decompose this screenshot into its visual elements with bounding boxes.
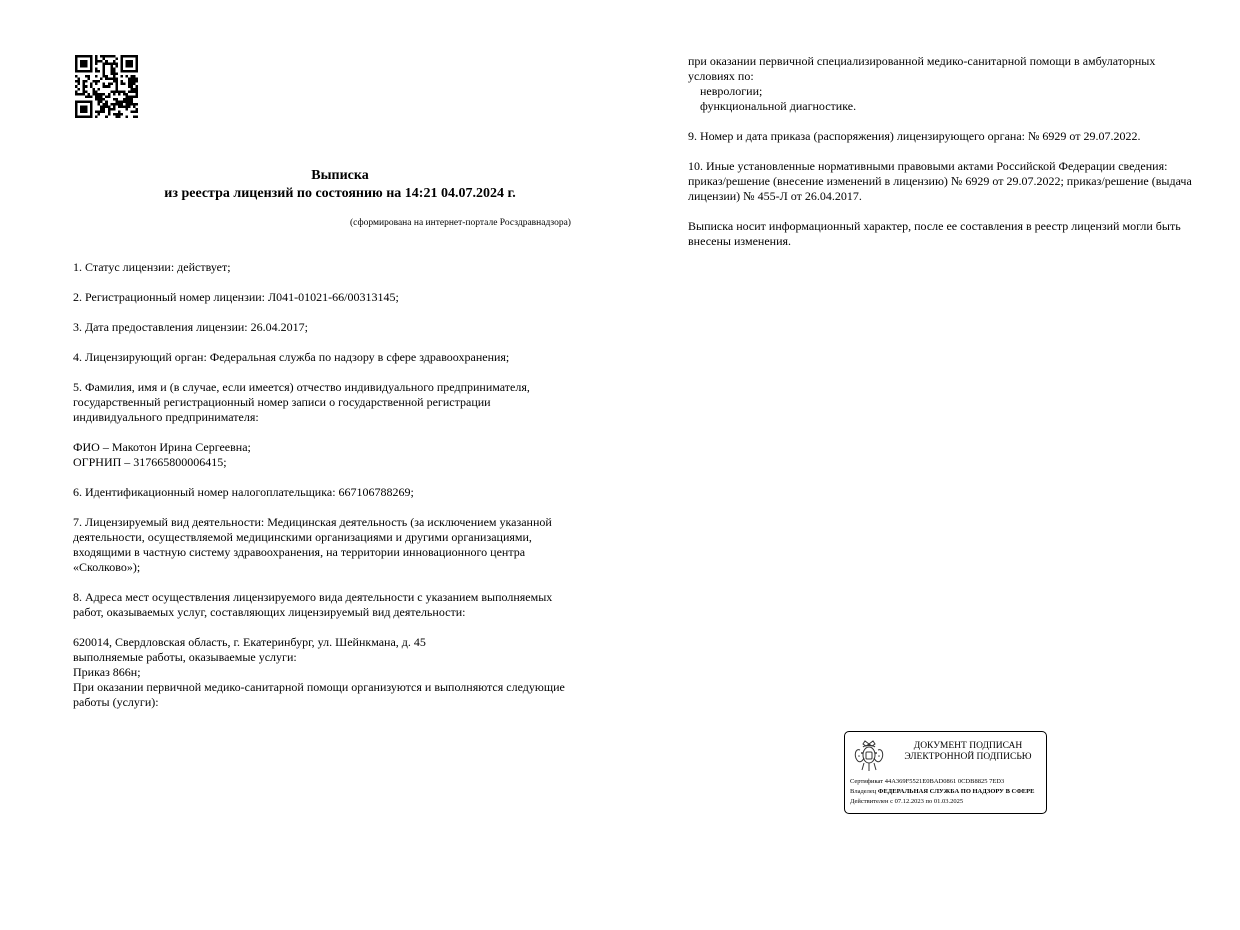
services-intro: при оказании первичной специализированной медико-санитарной помощи в амбулаторных условиях по: xyxy=(688,54,1156,83)
item-8-addresses: 8. Адреса мест осуществления лицензируемого вида деятельности с указанием выполняемых работ, оказываемых услуг, составляющих лицензируемый вид деятельности: xyxy=(73,590,553,619)
stamp-certificate-label: Сертификат xyxy=(850,778,885,785)
service-neurology: неврологии; xyxy=(700,84,763,98)
item-3-date: 3. Дата предоставления лицензии: 26.04.2017; xyxy=(73,320,308,334)
stamp-owner xyxy=(850,788,1034,796)
item-2-reg-number: 2. Регистрационный номер лицензии: Л041-01021-66/00313145; xyxy=(73,290,399,304)
item-10-other: 10. Иные установленные нормативными правовыми актами Российской Федерации сведения: приказ/решение (внесение изменений в лицензию) № 6929 от 29.07.2022; приказ/решение (выдача лицензии) № 455-Л от 26.04.2017. xyxy=(688,159,1192,203)
item-1-status: 1. Статус лицензии: действует; xyxy=(73,260,231,274)
item-5-details: ФИО – Макотон Ирина Сергеевна; ОГРНИП – 317665800006415; xyxy=(73,440,251,469)
stamp-validity: Действителен с 07.12.2023 по 01.03.2025 xyxy=(850,798,964,805)
title-line-1: Выписка xyxy=(311,168,369,183)
item-7-activity: 7. Лицензируемый вид деятельности: Медицинская деятельность (за исключением указанной деятельности, осуществляемой медицинскими организациями и другими организациями, входящими в частную систему здравоохранения, на территории инновационного центра «Сколково»); xyxy=(73,515,552,574)
service-diagnostics: функциональной диагностике. xyxy=(700,99,857,113)
stamp-owner-label: Владелец xyxy=(850,788,878,795)
item-8-address-details: 620014, Свердловская область, г. Екатеринбург, ул. Шейнкмана, д. 45 выполняемые работы, оказываемые услуги: Приказ 866н; При оказании первичной медико-санитарной помощи организуются и выполняются следующие работы (услуги): xyxy=(73,635,565,709)
item-5-entrepreneur: 5. Фамилия, имя и (в случае, если имеется) отчество индивидуального предпринимателя, государственный регистрационный номер записи о государственной регистрации индивидуального предпринимателя: xyxy=(73,380,530,424)
e-signature-stamp xyxy=(844,731,1047,814)
source-note: (сформирована на интернет-портале Росздравнадзора) xyxy=(350,218,571,228)
stamp-heading: ДОКУМЕНТ ПОДПИСАН ЭЛЕКТРОННОЙ ПОДПИСЬЮ xyxy=(904,741,1032,762)
qr-code xyxy=(75,55,138,118)
item-4-authority: 4. Лицензирующий орган: Федеральная служба по надзору в сфере здравоохранения; xyxy=(73,350,510,364)
state-emblem-icon xyxy=(852,738,886,774)
document-title xyxy=(140,167,540,203)
disclaimer-note: Выписка носит информационный характер, после ее составления в реестр лицензий могли быть внесены изменения. xyxy=(688,219,1181,248)
stamp-owner-value: ФЕДЕРАЛЬНАЯ СЛУЖБА ПО НАДЗОРУ В СФЕРЕ xyxy=(877,788,1035,795)
stamp-certificate xyxy=(850,778,1004,786)
title-line-2: из реестра лицензий по состоянию на 14:21 04.07.2024 г. xyxy=(164,186,516,201)
item-6-inn: 6. Идентификационный номер налогоплательщика: 667106788269; xyxy=(73,485,414,499)
stamp-certificate-value: 44A369F5521E0BAD0861 0CDB8825 7ED3 xyxy=(884,778,1005,785)
item-9-order: 9. Номер и дата приказа (распоряжения) лицензирующего органа: № 6929 от 29.07.2022. xyxy=(688,129,1141,143)
